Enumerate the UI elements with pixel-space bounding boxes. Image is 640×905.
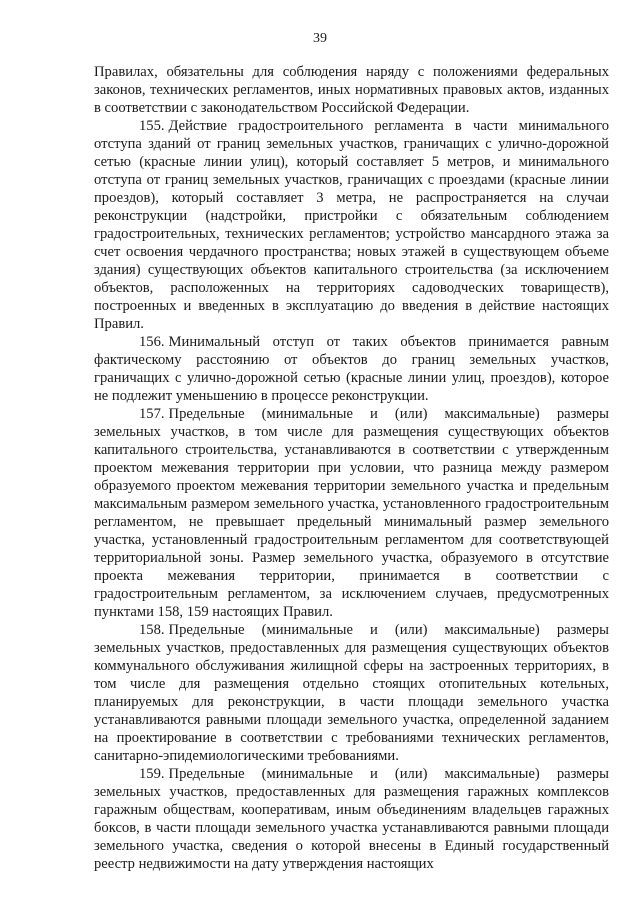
paragraph-number: 158. [139, 622, 165, 638]
paragraph-number: 159. [139, 766, 165, 782]
paragraph-text: Правилах, обязательны для соблюдения наряду с положениями федеральных законов, технических регламентов, иных нормативных правовых актов, изданных в соответствии с законодательством Российской Федерации. [94, 64, 609, 116]
paragraph-text: Предельные (минимальные и (или) максимальные) размеры земельных участков, в том числе для размещения существующих объектов капитального строительства, устанавливаются в соответствии с утвержденным проектом межевания территории при условии, что разница между размером образуемого проектом межевания территории земельного участка и предельным максимальным размером земельного участка, установленного градостроительным регламентом, не превышает предельный минимальный размер земельного участка, установленный градостроительным регламентом для соответствующей территориальной зоны. Размер земельного участка, образуемого в отсутствие проекта межевания территории, принимается в соответствии с градостроительным регламентом, за исключением случаев, предусмотренных пунктами 158, 159 настоящих Правил. [94, 406, 609, 620]
paragraph-159 [94, 765, 609, 873]
paragraph-155 [94, 117, 609, 333]
paragraph-text: Предельные (минимальные и (или) максимальные) размеры земельных участков, предоставленных для размещения существующих объектов коммунального обслуживания жилищной сферы на застроенных территориях, в том числе для размещения отдельно стоящих отопительных котельных, планируемых для реконструкции, в части площади земельного участка устанавливаются равными площади земельного участка, определенной заданием на проектирование в соответствии с требованиями технических регламентов, санитарно-эпидемиологическими требованиями. [94, 622, 609, 764]
paragraph-text: Действие градостроительного регламента в части минимального отступа зданий от границ земельных участков, граничащих с улично-дорожной сетью (красные линии улиц), который составляет 5 метров, и минимального отступа от границ земельных участков, граничащих с проездами (красные линии проездов), который составляет 3 метра, не распространяется на случаи реконструкции (надстройки, пристройки с обязательным соблюдением градостроительных, технических регламентов; устройство мансардного этажа за счет освоения чердачного пространства; новых этажей в существующем объеме здания) существующих объектов капитального строительства (за исключением объектов, расположенных на территориях садоводческих товариществ), построенных и введенных в эксплуатацию до введения в действие настоящих Правил. [94, 118, 609, 332]
paragraph-number: 155. [139, 118, 165, 134]
document-body [94, 63, 609, 873]
paragraph-text: Предельные (минимальные и (или) максимальные) размеры земельных участков, предоставленных для размещения гаражных комплексов гаражным обществам, кооперативам, иным объединениям владельцев гаражных боксов, в части площади земельного участка устанавливаются равными площади земельного участка, сведения о которой внесены в Единый государственный реестр недвижимости на дату утверждения настоящих [94, 766, 609, 872]
paragraph-157 [94, 405, 609, 621]
paragraph-continuation [94, 63, 609, 117]
page-number: 39 [313, 31, 327, 46]
paragraph-number: 157. [139, 406, 165, 422]
paragraph-156 [94, 333, 609, 405]
paragraph-text: Минимальный отступ от таких объектов принимается равным фактическому расстоянию от объектов до границ земельных участков, граничащих с улично-дорожной сетью (красные линии улиц, проездов), которое не подлежит уменьшению в процессе реконструкции. [94, 334, 609, 404]
paragraph-number: 156. [139, 334, 165, 350]
paragraph-158 [94, 621, 609, 765]
